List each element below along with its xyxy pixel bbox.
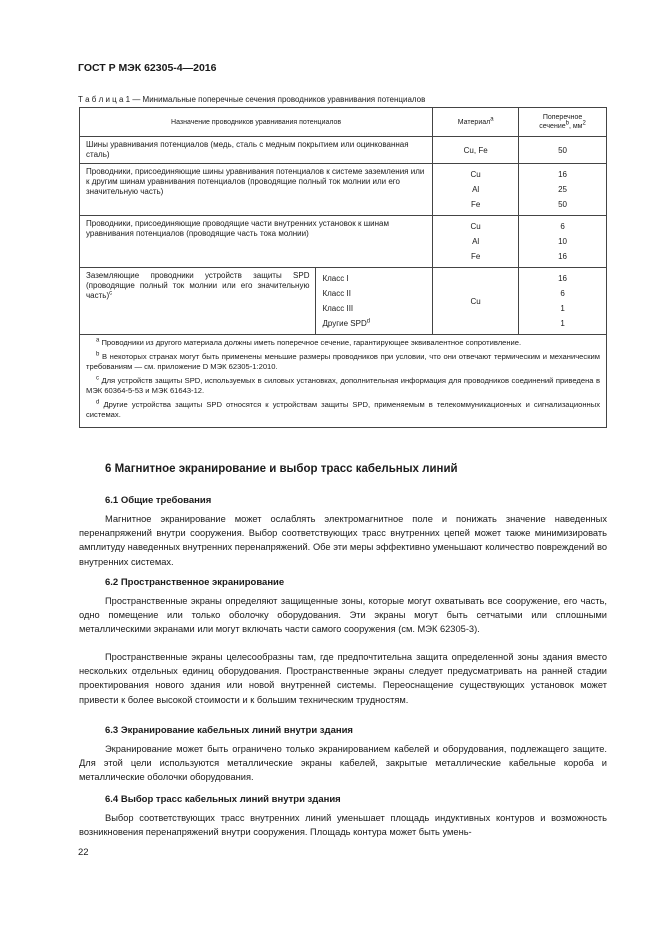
section-6-3-title: 6.3 Экранирование кабельных линий внутри здания [105,725,353,736]
document-header: ГОСТ Р МЭК 62305-4—2016 [78,62,217,74]
row-purpose: Проводники, присоединяющие шины уравнивания потенциалов к системе заземления или к другим шинам уравнивания потенциалов (проводящие полный ток молнии или его значительную часть) [80,164,433,216]
row-material: Cu Al Fe [433,164,519,216]
section-6-4-title: 6.4 Выбор трасс кабельных линий внутри здания [105,794,341,805]
section-6-title: 6 Магнитное экранирование и выбор трасс кабельных линий [105,463,458,475]
footnote: $^d$ Другие устройства защиты SPD относятся к устройствам защиты SPD, применяемым в телекоммуникационных и сигнализационных системах. [86,399,600,419]
table-row [80,164,607,216]
table-row [80,216,607,268]
table-notes-row [80,335,607,428]
section-6-1-paragraph: Магнитное экранирование может ослаблять электромагнитное поле и понижать значение наведенных перенапряжений внутри сооружения. Выбор соответствующих трасс внутренних цепей может также минимизировать амплитуду наведенных внутренних перенапряжений. Обе эти меры эффективно уменьшают количество повреждений во внутренних системах. [79,514,607,567]
table-notes [80,335,607,428]
row-section: 16 6 1 1 [519,268,607,335]
row-classes: Класс I Класс II Класс III Другие SPD$^d$ [316,268,433,335]
row-material: Cu [433,268,519,335]
footnote: $^b$ В некоторых странах могут быть применены меньшие размеры проводников при условии, что они отвечают термическим и механическим требованиям — см. приложение D МЭК 62305-1:2010. [86,351,600,371]
footnote: $^c$ Для устройств защиты SPD, используемых в силовых установках, дополнительная информация для проводников соединений приведена в МЭК 60364-5-53 и МЭК 61643-12. [86,375,600,395]
section-6-4-paragraph: Выбор соответствующих трасс внутренних линий уменьшает площадь индуктивных контуров и возможность возникновения перенапряжений внутри сооружения. Площадь контура может быть умень- [79,813,607,838]
table-row [80,137,607,164]
table-row [80,268,607,335]
row-section: 16 25 50 [519,164,607,216]
table-header-row [80,108,607,137]
section-6-2-paragraph-2: Пространственные экраны целесообразны там, где предпочтительна защита определенной зоны здания вместо нескольких отдельных единиц оборудования. Пространственные экраны следует предусматривать на ранней стадии проектирования нового здания или новой внутренней системы. Переоснащение существующих установок может привести к более высокой стоимости и к большим техническим трудностям. [79,652,607,705]
header-purpose: Назначение проводников уравнивания потенциалов [80,108,433,137]
row-section: 50 [519,137,607,164]
section-6-2-paragraph-1: Пространственные экраны определяют защищенные зоны, которые могут охватывать все сооружение, его часть, одно помещение или только оболочку оборудования. Эти экраны могут быть сетчатыми или сплошными металлическими экранами или могут включать части самого сооружения (см. МЭК 62305-3). [79,596,607,635]
footnote: $^a$ Проводники из другого материала должны иметь поперечное сечение, гарантирующее эквивалентное сопротивление. [96,337,522,347]
header-material: Материал$^a$ [433,108,519,137]
conductor-table [79,107,607,428]
section-6-3-paragraph: Экранирование может быть ограничено только экранированием кабелей и оборудования, подлежащего защите. Для этой цели используются металлические экраны кабелей, закрытые металлические кабельные короба и металлические оболочки оборудования. [79,744,607,783]
row-purpose: Шины уравнивания потенциалов (медь, сталь с медным покрытием или оцинкованная сталь) [80,137,433,164]
row-material: Cu, Fe [433,137,519,164]
header-section: Поперечное сечение$^b$, $мм^2$ [519,108,607,137]
row-purpose: Проводники, присоединяющие проводящие части внутренних установок к шинам уравнивания потенциалов (проводящие часть тока молнии) [80,216,433,268]
row-material: Cu Al Fe [433,216,519,268]
section-6-2-title: 6.2 Пространственное экранирование [105,577,285,588]
page-number: 22 [78,847,89,858]
section-6-1-title: 6.1 Общие требования [105,495,212,506]
row-purpose: Заземляющие проводники устройств защиты SPD (проводящие полный ток молнии или его значительную часть)$^c$ [80,268,316,335]
row-section: 6 10 16 [519,216,607,268]
table-caption: Т а б л и ц а 1 — Минимальные поперечные сечения проводников уравнивания потенциалов [78,95,426,104]
